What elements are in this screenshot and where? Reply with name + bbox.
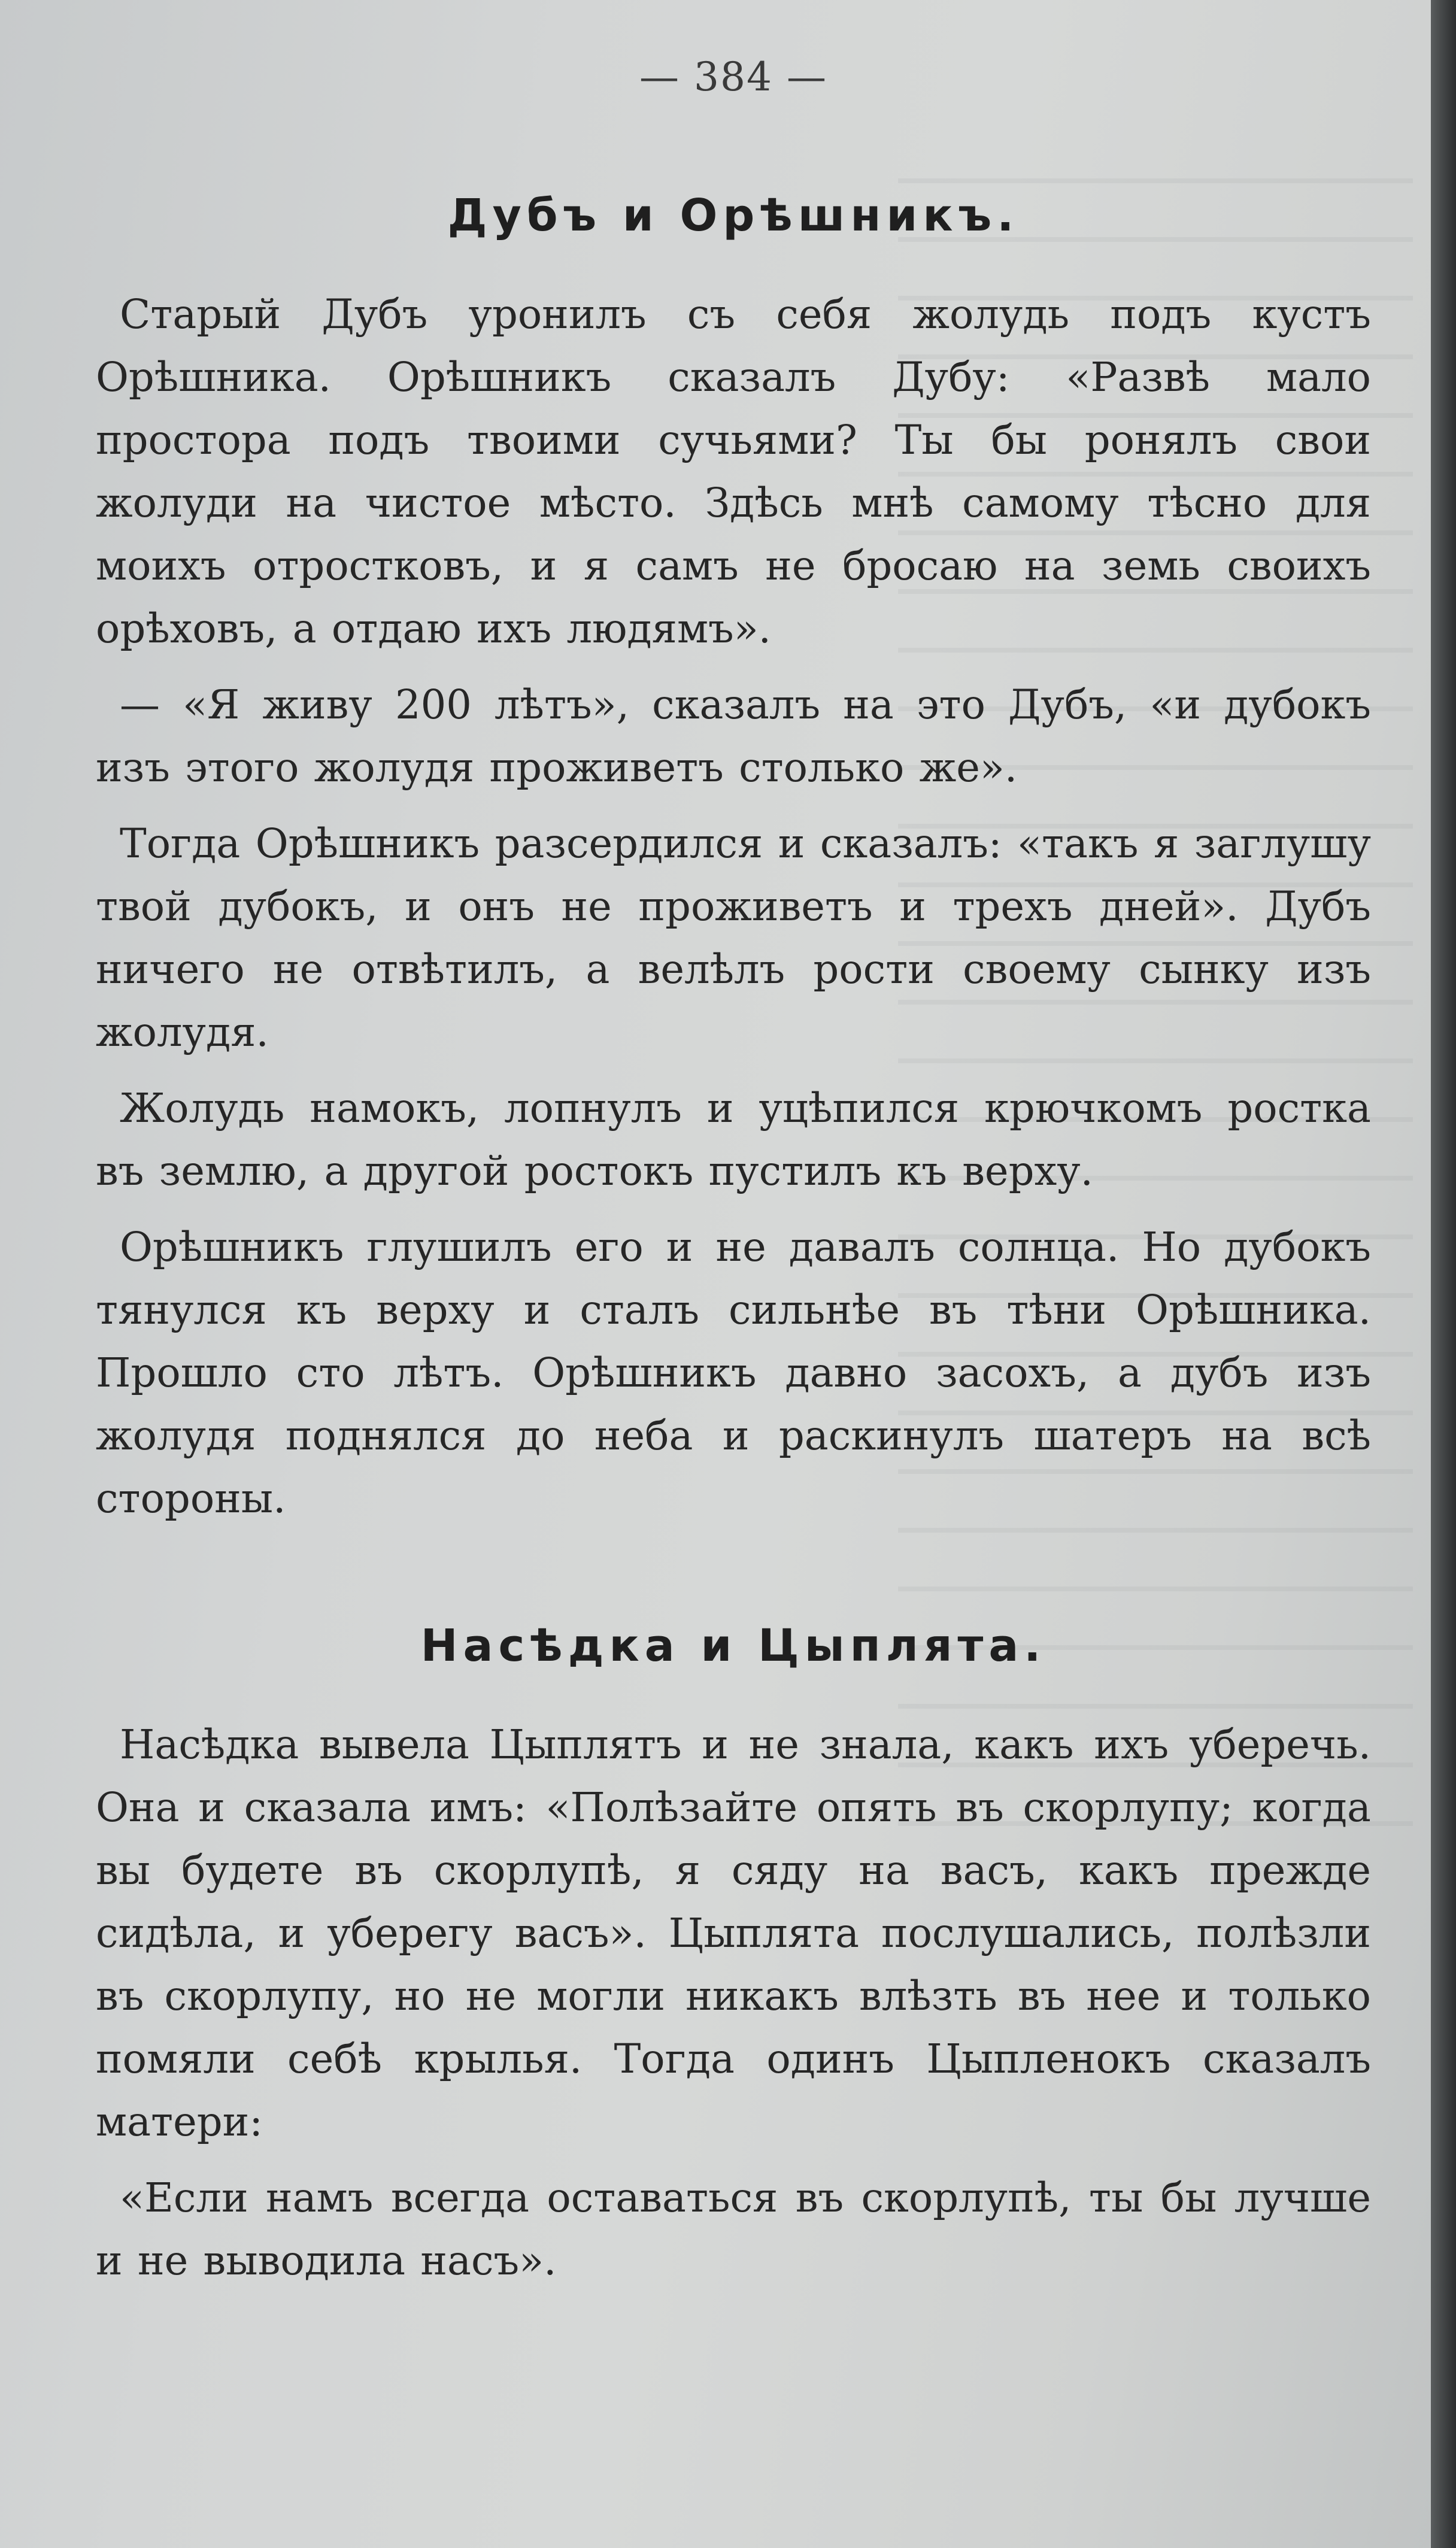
page-content	[96, 54, 1371, 2306]
paragraph: «Если намъ всегда оставаться въ скорлупѣ, ты бы лучше и не выводила насъ».	[96, 2174, 1371, 2284]
story-hen-and-chicks	[96, 1620, 1371, 2292]
page-number: — 384 —	[639, 54, 827, 100]
paragraph: Жолудь намокъ, лопнулъ и уцѣпился крючкомъ ростка въ землю, а другой ростокъ пустилъ къ верху.	[96, 1085, 1371, 1194]
story-title: Дубъ и Орѣшникъ.	[447, 190, 1020, 241]
story-title: Насѣдка и Цыплята.	[420, 1620, 1046, 1672]
paragraph: Насѣдка вывела Цыплятъ и не знала, какъ ихъ уберечь. Она и сказала имъ: «Полѣзайте опять въ скорлупу; когда вы будете въ скорлупѣ, я сяду на васъ, какъ прежде сидѣла, и уберегу васъ». Цыплята послушались, полѣзли въ скорлупу, но не могли никакъ влѣзть въ нее и только помяли себѣ крылья. Тогда одинъ Цыпленокъ сказалъ матери:	[96, 1721, 1371, 2145]
paragraph: Орѣшникъ глушилъ его и не давалъ солнца. Но дубокъ тянулся къ верху и сталъ сильнѣе въ тѣни Орѣшника. Прошло сто лѣтъ. Орѣшникъ давно засохъ, а дубъ изъ жолудя поднялся до неба и раскинулъ шатеръ на всѣ стороны.	[96, 1224, 1371, 1522]
page-edge-shadow	[1431, 0, 1456, 2548]
paragraph: Тогда Орѣшникъ разсердился и сказалъ: «такъ я заглушу твой дубокъ, и онъ не проживетъ и трехъ дней». Дубъ ничего не отвѣтилъ, а велѣлъ рости своему сынку изъ жолудя.	[96, 820, 1371, 1055]
paragraph: — «Я живу 200 лѣтъ», сказалъ на это Дубъ, «и дубокъ изъ этого жолудя проживетъ столько же».	[96, 681, 1371, 791]
paragraph: Старый Дубъ уронилъ съ себя жолудь подъ кустъ Орѣшника. Орѣшникъ сказалъ Дубу: «Развѣ мало простора подъ твоими сучьями? Ты бы ронялъ свои жолуди на чистое мѣсто. Здѣсь мнѣ самому тѣсно для моихъ отростковъ, и я самъ не бросаю на земь своихъ орѣховъ, а отдаю ихъ людямъ».	[96, 291, 1371, 652]
story-oak-and-hazel	[96, 190, 1371, 1530]
